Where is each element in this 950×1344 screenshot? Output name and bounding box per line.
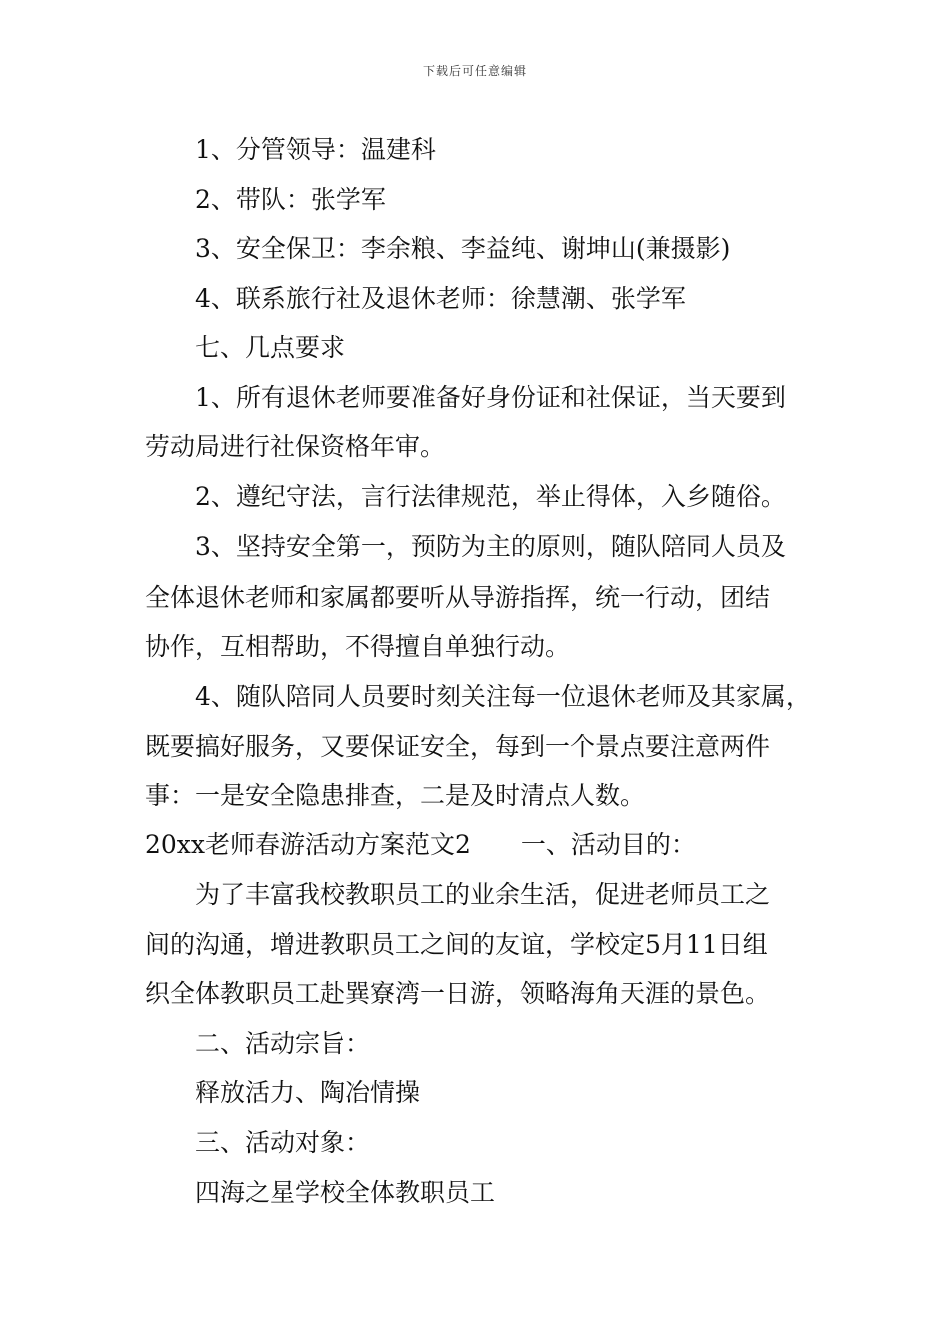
text-line: 为了丰富我校教职员工的业余生活，促进老师员工之: [195, 880, 771, 909]
text-line: 4、随队陪同人员要时刻关注每一位退休老师及其家属，: [195, 682, 811, 711]
text-line: 释放活力、陶冶情操: [195, 1078, 421, 1107]
text-line: 2、带队：张学军: [195, 185, 386, 214]
section-heading: 三、活动对象：: [195, 1128, 371, 1157]
section-heading: 二、活动宗旨：: [195, 1029, 371, 1058]
text-line: 全体退休老师和家属都要听从导游指挥，统一行动，团结: [145, 583, 771, 612]
text-line: 协作，互相帮助，不得擅自单独行动。: [145, 632, 571, 661]
text-line: 织全体教职员工赴巽寮湾一日游，领略海角天涯的景色。: [145, 979, 771, 1008]
text-line: 间的沟通，增进教职员工之间的友谊，学校定5月11日组: [145, 930, 768, 959]
text-line: 2、遵纪守法，言行法律规范，举止得体，入乡随俗。: [195, 482, 786, 511]
text-line: 1、所有退休老师要准备好身份证和社保证，当天要到: [195, 383, 786, 412]
text-line: 3、坚持安全第一，预防为主的原则，随队陪同人员及: [195, 532, 786, 561]
text-line: 3、安全保卫：李余粮、李益纯、谢坤山(兼摄影): [195, 234, 731, 263]
section-heading: 七、几点要求: [195, 333, 346, 362]
page-header: 下载后可任意编辑: [422, 64, 527, 78]
text-line: 劳动局进行社保资格年审。: [145, 432, 446, 461]
text-line: 既要搞好服务，又要保证安全，每到一个景点要注意两件: [145, 732, 771, 761]
document-title: 20xx老师春游活动方案范文2: [145, 830, 471, 859]
text-line: 四海之星学校全体教职员工: [195, 1178, 496, 1207]
section-heading: 一、活动目的：: [520, 830, 696, 859]
title-line: [145, 830, 696, 860]
text-line: 4、联系旅行社及退休老师：徐慧潮、张学军: [195, 284, 686, 313]
text-line: 事：一是安全隐患排查，二是及时清点人数。: [145, 781, 646, 810]
text-line: 1、分管领导：温建科: [195, 135, 436, 164]
